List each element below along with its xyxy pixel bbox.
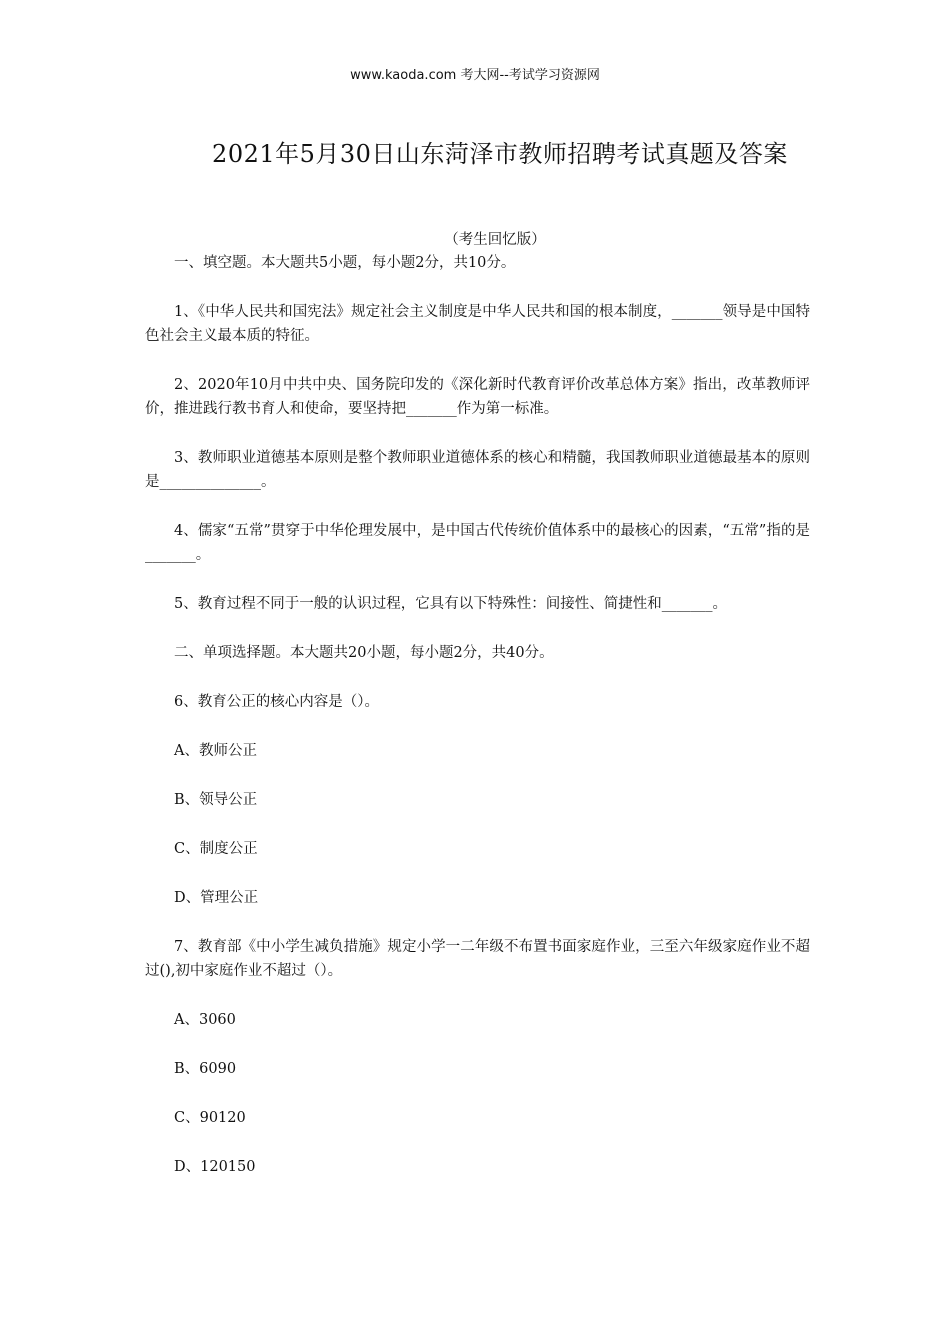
document-body <box>145 251 810 1204</box>
question-2: 2、2020年10月中共中央、国务院印发的《深化新时代教育评价改革总体方案》指出，改革教师评价，推进践行教书育人和使命，要坚持把_______作为第一标准。 <box>145 377 810 417</box>
document-subtitle: （考生回忆版） <box>444 232 546 248</box>
question-6: 6、教育公正的核心内容是（）。 <box>174 694 379 710</box>
option-7-b: B、6090 <box>174 1061 237 1077</box>
section-heading-single-choice: 二、单项选择题。本大题共20小题，每小题2分，共40分。 <box>174 645 554 661</box>
option-6-b: B、领导公正 <box>174 792 258 808</box>
question-4: 4、儒家“五常”贯穿于中华伦理发展中，是中国古代传统价值体系中的最核心的因素，“五常”指的是_______。 <box>145 523 810 563</box>
section-heading-fill-in: 一、填空题。本大题共5小题，每小题2分，共10分。 <box>174 255 516 271</box>
question-5: 5、教育过程不同于一般的认识过程，它具有以下特殊性：间接性、简捷性和_______。 <box>174 596 727 612</box>
document-title: 2021年5月30日山东菏泽市教师招聘考试真题及答案 <box>212 140 788 168</box>
option-6-c: C、制度公正 <box>174 841 258 857</box>
option-6-d: D、管理公正 <box>174 890 259 906</box>
question-7: 7、教育部《中小学生减负措施》规定小学一二年级不布置书面家庭作业，三至六年级家庭作业不超过(),初中家庭作业不超过（）。 <box>145 939 810 979</box>
option-6-a: A、教师公正 <box>174 743 257 759</box>
option-7-c: C、90120 <box>174 1110 246 1126</box>
site-header: www.kaoda.com 考大网--考试学习资源网 <box>350 68 600 83</box>
option-7-a: A、3060 <box>174 1012 236 1028</box>
question-3: 3、教师职业道德基本原则是整个教师职业道德体系的核心和精髓，我国教师职业道德最基本的原则是______________。 <box>145 450 810 490</box>
option-7-d: D、120150 <box>174 1159 256 1175</box>
question-1: 1、《中华人民共和国宪法》规定社会主义制度是中华人民共和国的根本制度，_______领导是中国特色社会主义最本质的特征。 <box>145 304 810 344</box>
